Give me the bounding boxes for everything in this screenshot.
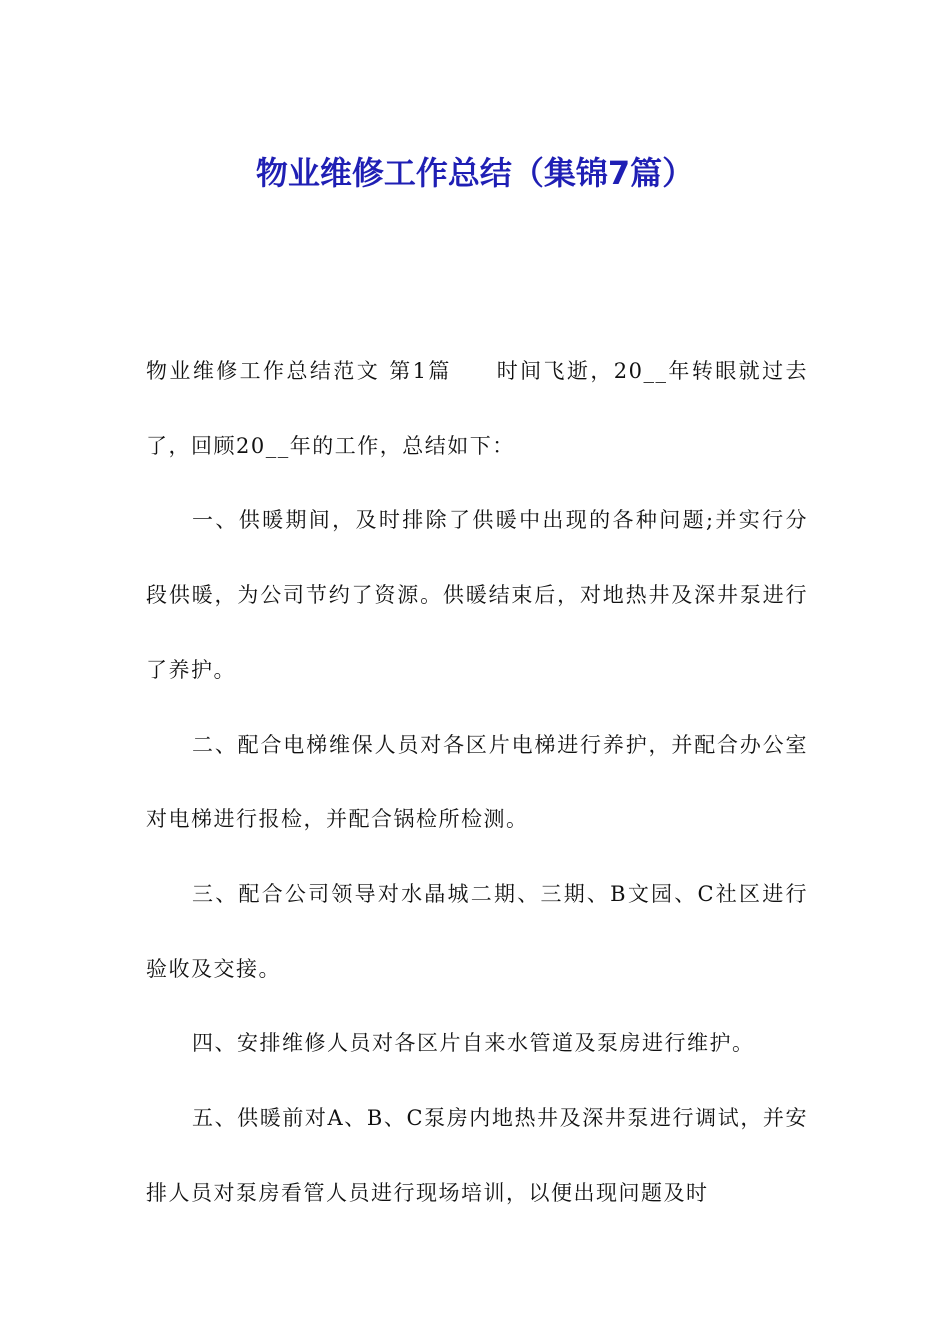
paragraph-3: 二、配合电梯维保人员对各区片电梯进行养护，并配合办公室对电梯进行报检，并配合锅检所检测。 [146, 732, 808, 832]
section-heading: 物业维修工作总结范文 第1篇 [146, 359, 452, 383]
paragraph-text: 时间飞逝，20__年转眼就过去了，回顾20__年的工作，总结如下： [146, 359, 808, 458]
paragraph-2: 一、供暖期间，及时排除了供暖中出现的各种问题;并实行分段供暖，为公司节约了资源。供暖结束后，对地热井及深井泵进行了养护。 [146, 508, 808, 682]
paragraph-4: 三、配合公司领导对水晶城二期、三期、B文园、C社区进行验收及交接。 [146, 881, 808, 981]
paragraph-5: 四、安排维修人员对各区片自来水管道及泵房进行维护。 [192, 1031, 755, 1056]
document-body [146, 334, 808, 1230]
paragraph-6: 五、供暖前对A、B、C泵房内地热井及深井泵进行调试，并安排人员对泵房看管人员进行现场培训，以便出现问题及时 [146, 1106, 808, 1205]
document-title: 物业维修工作总结（集锦7篇） [255, 154, 695, 193]
paragraph-1 [146, 334, 808, 483]
